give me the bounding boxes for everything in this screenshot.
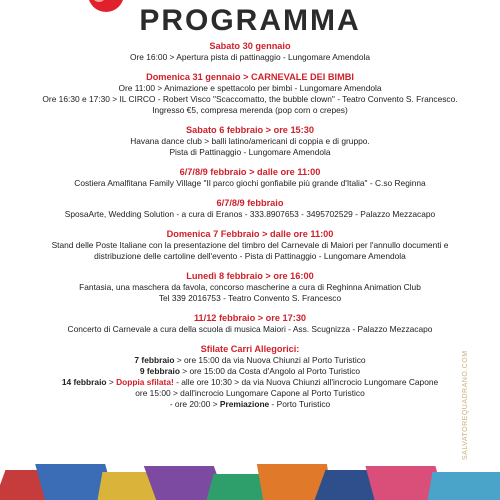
section-line: Fantasia, una maschera da favola, concorso mascherine a cura di Reghinna Animation Club [79,282,421,292]
program-section [0,71,500,116]
sfilata-date: 14 febbraio [61,377,107,387]
sfilate-section [0,343,500,410]
decorative-color-strip [0,464,500,500]
section-heading: 6/7/8/9 febbraio [216,198,284,208]
section-heading: 11/12 febbraio > ore 17:30 [193,313,307,323]
section-line: Costiera Amalfitana Family Village "Il parco giochi gonfiabile più grande d'Italia" - C.so Reginna [74,178,426,188]
watermark-text: SALVATOREQUADRANO.COM [462,350,469,460]
program-list [0,40,500,418]
section-heading: Sfilate Carri Allegorici: [200,344,300,354]
section-heading: Domenica 7 Febbraio > dalle ore 11:00 [166,229,334,239]
section-line: Stand delle Poste Italiane con la presentazione del timbro del Carnevale di Maiori per l'annullo documenti e [51,240,449,250]
section-line: distribuzione delle cartoline dell'evento - Pista di Pattinaggio - Lungomare Amendola [94,251,406,261]
section-line: Ore 16:00 > Apertura pista di pattinaggio - Lungomare Amendola [129,52,370,62]
sfilata-line [0,377,500,388]
section-heading: Lunedì 8 febbraio > ore 16:00 [186,271,314,281]
sfilata-text: ore 15:00 > dall'incrocio Lungomare Capone al Porto Turistico [135,388,365,398]
sfilata-date: 9 febbraio [139,366,180,376]
sfilata-date: 7 febbraio [134,355,175,365]
program-section [0,197,500,220]
sfilata-award: Premiazione [219,399,270,409]
program-section [0,166,500,189]
section-heading: Sabato 6 febbraio > ore 15:30 [186,125,314,135]
program-section [0,228,500,262]
section-line: Tel 339 2016753 - Teatro Convento S. Francesco [158,293,342,303]
program-section [0,270,500,304]
sfilata-text: > ore 15:00 da via Nuova Chiunzi al Porto Turistico [174,355,366,365]
strip-shape [428,472,500,500]
section-line: Concerto di Carnevale a cura della scuola di musica Maiori - Ass. Scugnizza - Palazzo Mezzacapo [67,324,433,334]
section-line: Ingresso €5, compresa merenda (pop corn o crepes) [152,105,348,115]
section-line: Havana dance club > balli latino/americani di coppia e di gruppo. [130,136,370,146]
section-heading: Sabato 30 gennaio [209,41,291,51]
sfilata-text: > ore 15:00 da Costa d'Angolo al Porto Turistico [179,366,361,376]
section-line: Pista di Pattinaggio - Lungomare Amendola [169,147,331,157]
sfilata-text: - ore 20:00 > [169,399,220,409]
sfilata-line [0,355,500,366]
program-section [0,40,500,63]
section-line: Ore 16:30 e 17:30 > IL CIRCO - Robert Visco "Scaccomatto, the bubble clown" - Teatro Convento S. Francesco. [42,94,458,104]
separator: > [106,377,117,387]
sfilata-highlight: Doppia sfilata! [116,377,174,387]
watermark [462,350,478,460]
section-line: Ore 11:00 > Animazione e spettacolo per bimbi - Lungomare Amendola [118,83,382,93]
program-section [0,124,500,158]
sfilata-text: - alle ore 10:30 > da via Nuova Chiunzi all'incrocio Lungomare Capone [173,377,439,387]
sfilata-line [0,366,500,377]
sfilata-line [0,388,500,399]
section-heading: Domenica 31 gennaio > CARNEVALE DEI BIMBI [146,72,354,82]
sfilata-text: - Porto Turistico [269,399,331,409]
section-line: SposaArte, Wedding Solution - a cura di Eranos - 333.8907653 - 3495702529 - Palazzo Mezzacapo [64,209,436,219]
program-section [0,312,500,335]
sfilata-line [0,399,500,410]
section-heading: 6/7/8/9 febbraio > dalle ore 11:00 [179,167,321,177]
page-title: PROGRAMMA [139,4,361,37]
